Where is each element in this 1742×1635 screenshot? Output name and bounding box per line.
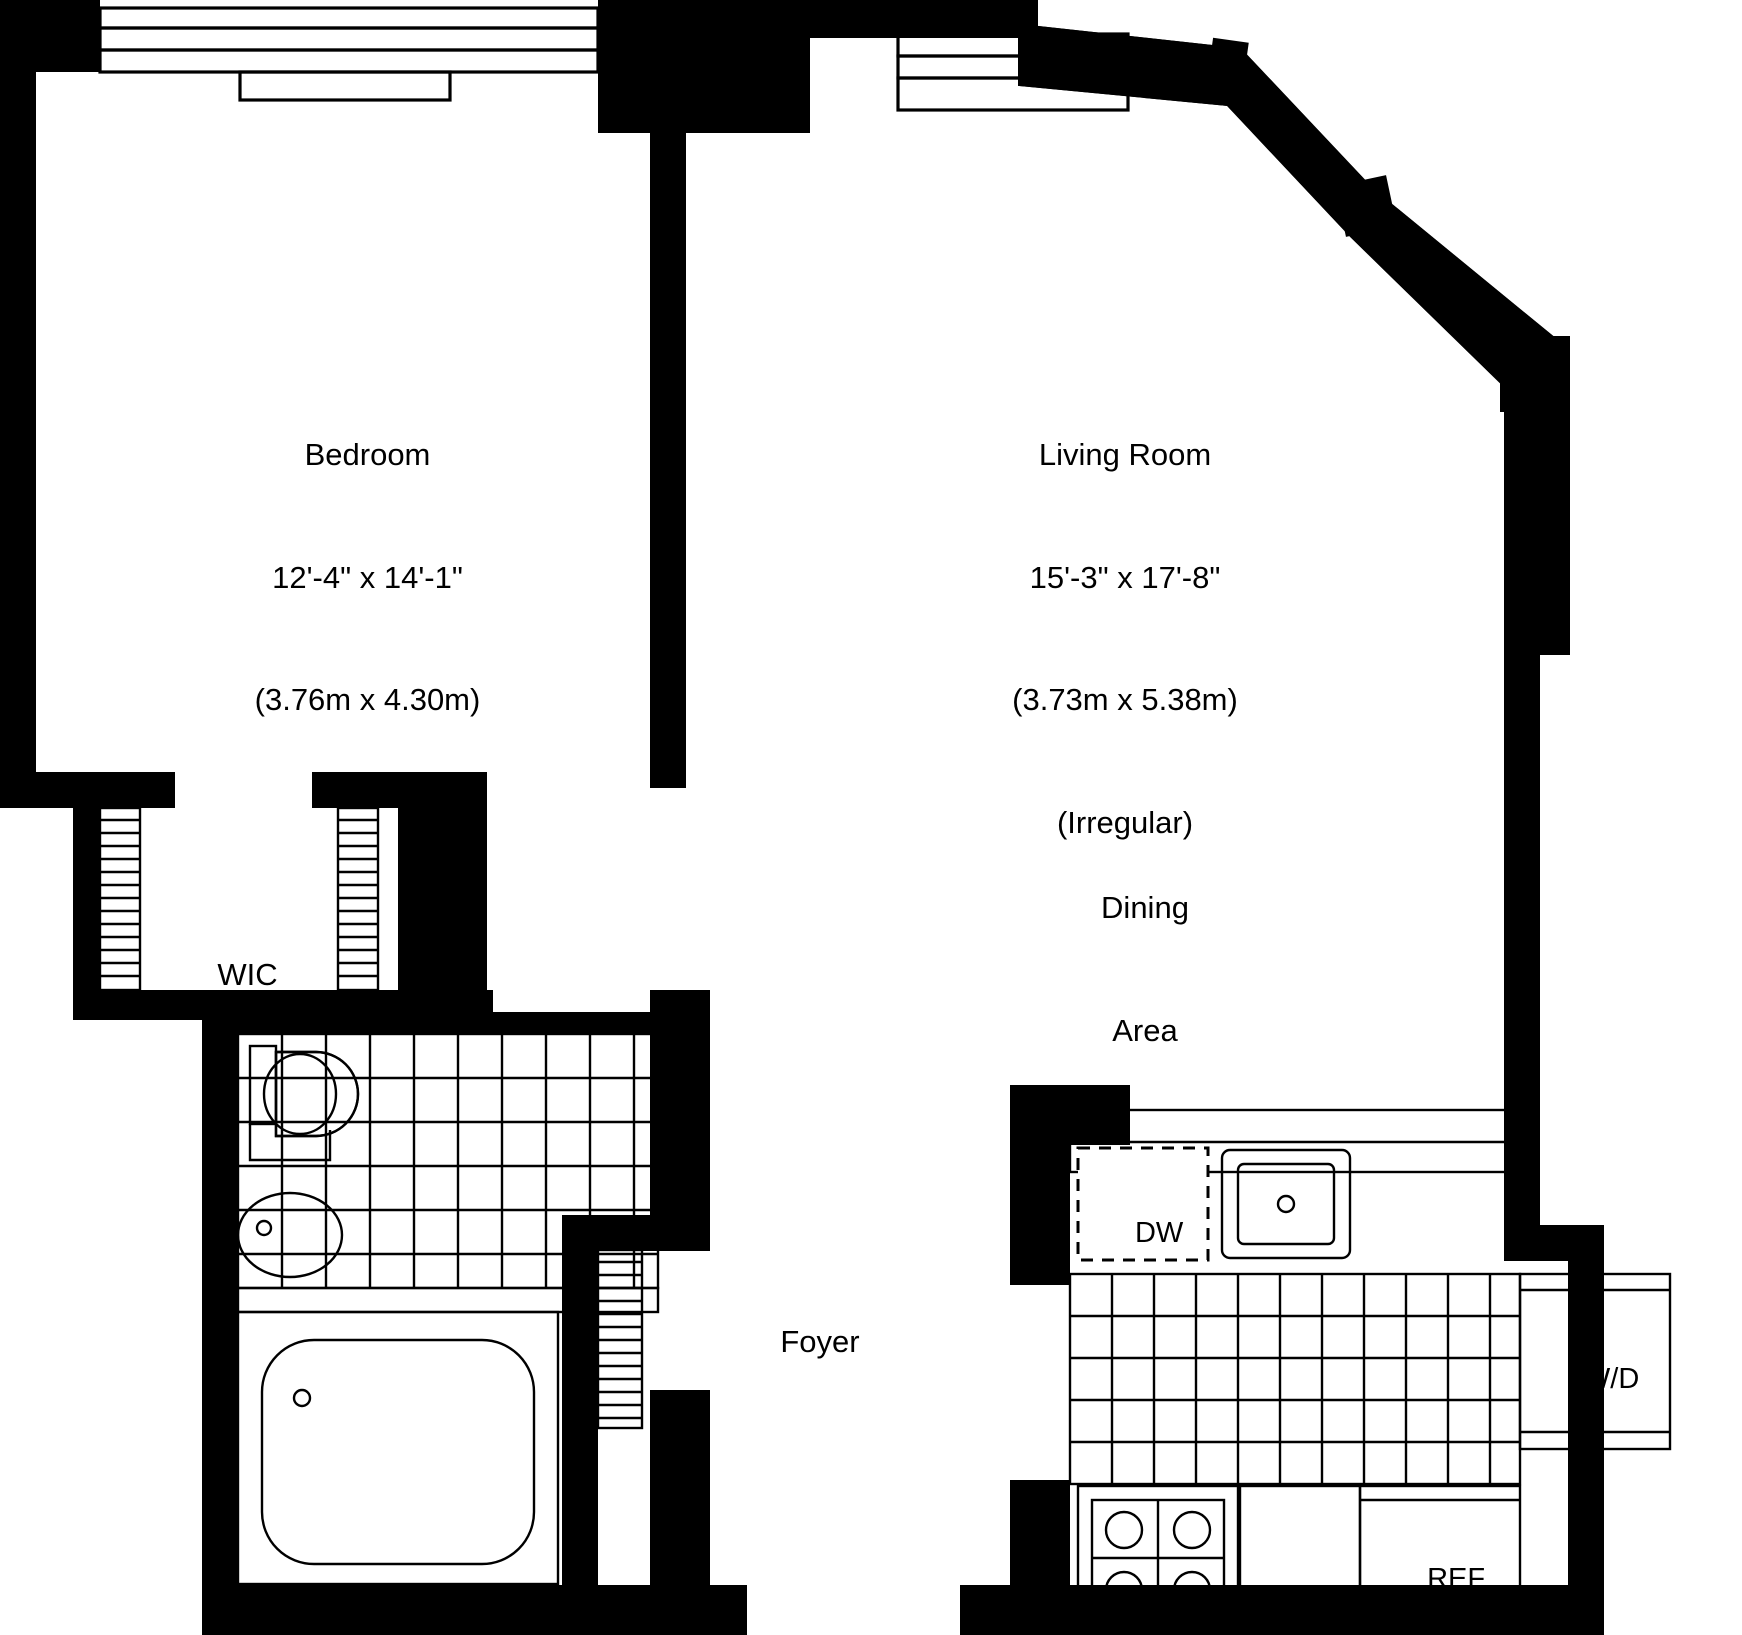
room-label-wic xyxy=(155,873,340,1078)
room-label-foyer xyxy=(750,1240,890,1445)
living-room-irregular-note: (Irregular) xyxy=(1056,804,1194,840)
refrigerator-text: REF xyxy=(1427,1563,1486,1595)
fixture-label-refrigerator xyxy=(1360,1530,1520,1629)
washer-dryer-text: W/D xyxy=(1582,1363,1640,1395)
foyer-name: Foyer xyxy=(780,1323,860,1359)
dining-area-name-line2: Area xyxy=(1112,1012,1178,1048)
room-label-bedroom xyxy=(175,353,560,803)
bedroom-dimensions-ft: 12'-4" x 14'-1" xyxy=(272,559,463,595)
living-room-dimensions-m: (3.73m x 5.38m) xyxy=(1012,682,1238,718)
dishwasher-text: DW xyxy=(1134,1217,1184,1249)
fixture-label-dishwasher xyxy=(1077,1184,1209,1283)
living-room-dimensions-ft: 15'-3" x 17'-8" xyxy=(1029,559,1221,595)
fixture-label-washer-dryer xyxy=(1520,1330,1670,1429)
dining-area-name-line1: Dining xyxy=(1101,889,1189,925)
foyer-closet-door xyxy=(598,1250,642,1428)
living-room-name: Living Room xyxy=(1038,436,1212,472)
wic-name: WIC xyxy=(217,956,278,992)
bathtub xyxy=(238,1312,558,1584)
bedroom-name: Bedroom xyxy=(304,436,431,472)
room-label-dining-area xyxy=(1040,806,1250,1133)
bedroom-dimensions-m: (3.76m x 4.30m) xyxy=(254,682,481,718)
bedroom-window xyxy=(100,8,598,100)
